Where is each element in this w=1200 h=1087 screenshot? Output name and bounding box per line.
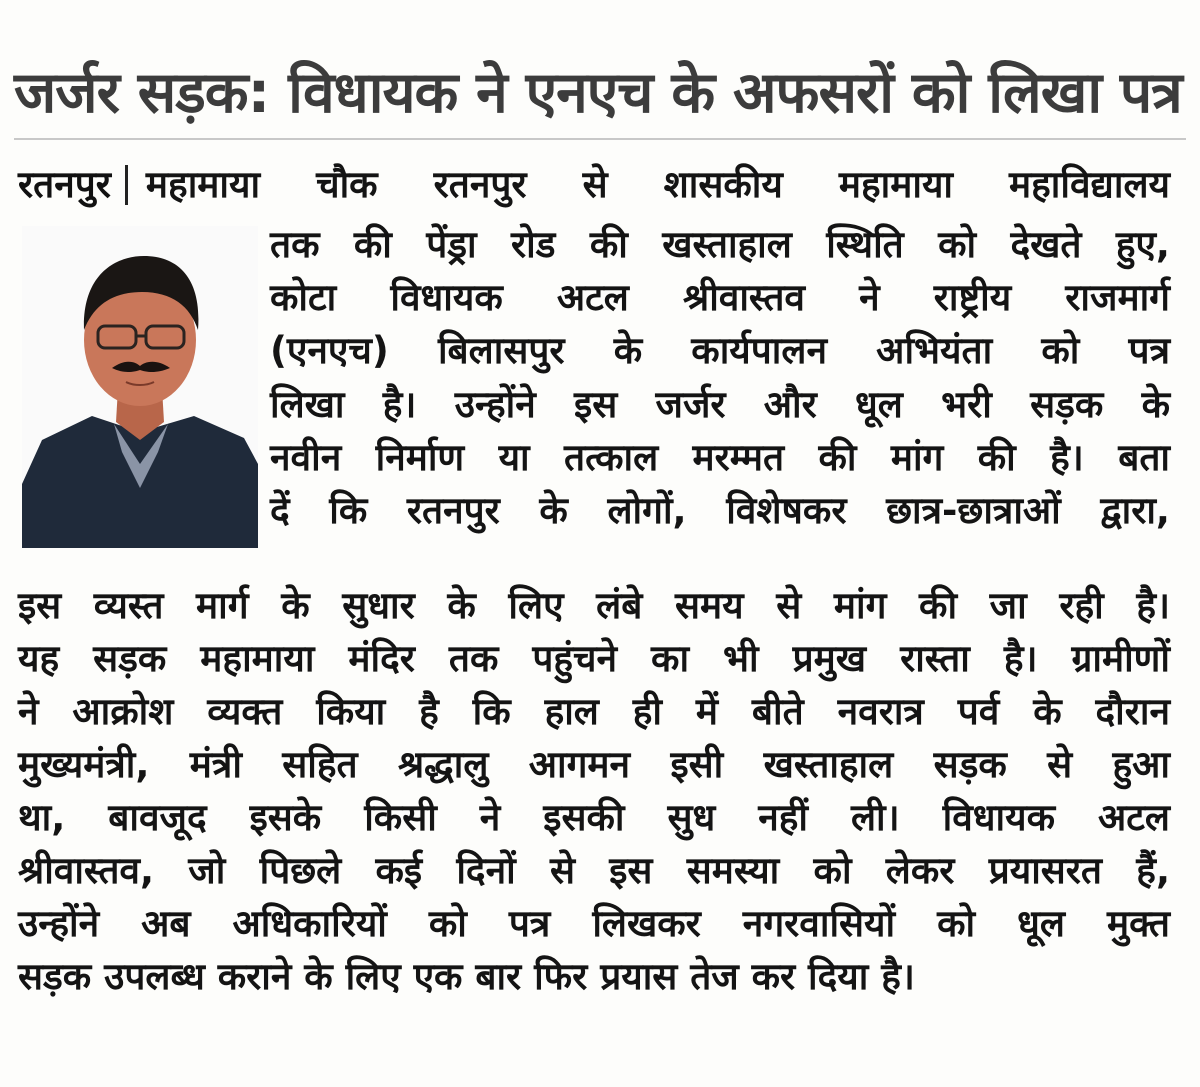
article-line-5: लिखा है। उन्होंने इस जर्जर और धूल भरी सड़क के bbox=[270, 383, 1170, 426]
article-line-11: मुख्यमंत्री, मंत्री सहित श्रद्धालु आगमन इसी खस्ताहाल सड़क से हुआ bbox=[18, 743, 1170, 786]
first-line-text: महामाया चौक रतनपुर से शासकीय महामाया महाविद्यालय bbox=[145, 163, 1170, 206]
article-line-13: श्रीवास्तव, जो पिछले कई दिनों से इस समस्या को लेकर प्रयासरत हैं, bbox=[18, 849, 1170, 892]
article-line-1 bbox=[18, 158, 1170, 212]
article-line-8: इस व्यस्त मार्ग के सुधार के लिए लंबे समय से मांग की जा रही है। bbox=[18, 584, 1170, 627]
article-line-2: तक की पेंड्रा रोड की खस्ताहाल स्थिति को देखते हुए, bbox=[270, 223, 1170, 266]
portrait-image bbox=[22, 226, 258, 548]
article-line-7: दें कि रतनपुर के लोगों, विशेषकर छात्र-छात्राओं द्वारा, bbox=[270, 489, 1170, 532]
headline: जर्जर सड़क: विधायक ने एनएच के अफसरों को लिखा पत्र bbox=[14, 60, 1182, 126]
article-line-10: ने आक्रोश व्यक्त किया है कि हाल ही में बीते नवरात्र पर्व के दौरान bbox=[18, 690, 1170, 733]
article-line-4: (एनएच) बिलासपुर के कार्यपालन अभियंता को पत्र bbox=[270, 329, 1170, 372]
article-line-14: उन्होंने अब अधिकारियों को पत्र लिखकर नगरवासियों को धूल मुक्त bbox=[18, 902, 1170, 945]
article-line-12: था, बावजूद इसके किसी ने इसकी सुध नहीं ली। विधायक अटल bbox=[18, 796, 1170, 839]
article-line-9: यह सड़क महामाया मंदिर तक पहुंचने का भी प्रमुख रास्ता है। ग्रामीणों bbox=[18, 637, 1170, 680]
headline-rule bbox=[14, 138, 1186, 140]
dateline: रतनपुर bbox=[18, 163, 111, 206]
article-line-3: कोटा विधायक अटल श्रीवास्तव ने राष्ट्रीय राजमार्ग bbox=[270, 276, 1170, 319]
dateline-separator bbox=[125, 165, 128, 205]
article-line-6: नवीन निर्माण या तत्काल मरम्मत की मांग की है। बता bbox=[270, 436, 1170, 479]
article-line-15: सड़क उपलब्ध कराने के लिए एक बार फिर प्रयास तेज कर दिया है। bbox=[18, 955, 915, 998]
mla-photo bbox=[22, 226, 258, 548]
